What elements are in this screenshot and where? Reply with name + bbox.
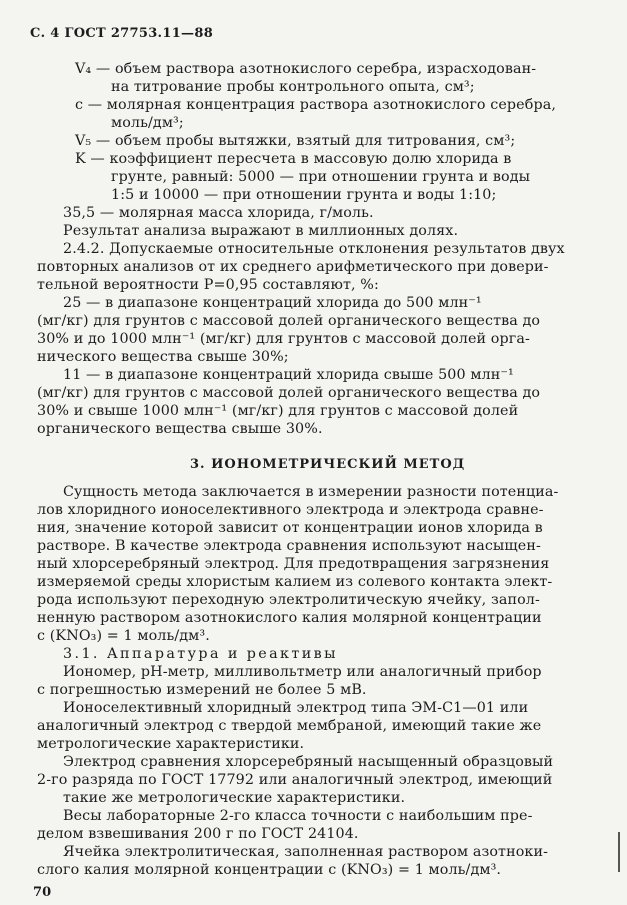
text-line: 25 — в диапазоне концентраций хлорида до 500 млн⁻¹: [63, 295, 482, 311]
text-line: лов хлоридного ионоселективного электрода и электрода сравне-: [37, 502, 544, 518]
text-line: тельной вероятности P=0,95 составляют, %:: [37, 277, 379, 293]
text-line: c — молярная концентрация раствора азотнокислого серебра,: [75, 97, 556, 113]
text-line: на титрование пробы контрольного опыта, см³;: [111, 79, 475, 95]
text-line: делом взвешивания 200 г по ГОСТ 24104.: [37, 826, 359, 842]
page-header: С. 4 ГОСТ 27753.11—88: [30, 26, 214, 41]
text-line: 30% и свыше 1000 млн⁻¹ (мг/кг) для грунтов с массовой долей: [37, 403, 519, 419]
scan-edge-mark: [618, 832, 620, 872]
text-line: (мг/кг) для грунтов с массовой долей органического вещества до: [37, 385, 541, 401]
subsection-heading: 3.1. Аппаратура и реактивы: [63, 646, 338, 662]
text-line: измеряемой среды хлористым калием из солевого контакта элект-: [37, 574, 553, 590]
text-line: ния, значение которой зависит от концентрации ионов хлорида в: [37, 520, 543, 536]
text-line: повторных анализов от их среднего арифметического при довери-: [37, 259, 549, 275]
text-line: K — коэффициент пересчета в массовую долю хлорида в: [75, 151, 512, 167]
text-line: нического вещества свыше 30%;: [37, 349, 289, 365]
text-line: Иономер, pH-метр, милливольтметр или аналогичный прибор: [63, 664, 542, 680]
text-line: рода используют переходную электролитическую ячейку, запол-: [37, 592, 540, 608]
page-number: 70: [33, 885, 52, 900]
text-line: 2.4.2. Допускаемые относительные отклонения результатов двух: [63, 241, 565, 257]
text-line: 11 — в диапазоне концентраций хлорида свыше 500 млн⁻¹: [63, 367, 514, 383]
text-line: 1:5 и 10000 — при отношении грунта и воды 1:10;: [111, 187, 497, 203]
text-line: Ионоселективный хлоридный электрод типа ЭМ-C1—01 или: [63, 700, 529, 716]
text-line: 30% и до 1000 млн⁻¹ (мг/кг) для грунтов с массовой долей орга-: [37, 331, 530, 347]
text-line: (мг/кг) для грунтов с массовой долей органического вещества до: [37, 313, 541, 329]
text-line: Ячейка электролитическая, заполненная раствором азотноки-: [63, 844, 549, 860]
text-line: V₄ — объем раствора азотнокислого серебра, израсходован-: [75, 61, 537, 77]
text-line: ный хлорсеребряный электрод. Для предотвращения загрязнения: [37, 556, 550, 572]
text-line: 35,5 — молярная масса хлорида, г/моль.: [63, 205, 374, 221]
text-line: моль/дм³;: [111, 115, 184, 131]
text-line: 2-го разряда по ГОСТ 17792 или аналогичный электрод, имеющий: [37, 772, 553, 788]
text-line: аналогичный электрод с твердой мембраной, имеющий такие же: [37, 718, 542, 734]
text-line: Сущность метода заключается в измерении разности потенциа-: [63, 484, 559, 500]
text-line: c (KNO₃) = 1 моль/дм³.: [37, 628, 210, 644]
text-line: Результат анализа выражают в миллионных долях.: [63, 223, 459, 239]
text-line: растворе. В качестве электрода сравнения используют насыщен-: [37, 538, 541, 554]
text-line: органического вещества свыше 30%.: [37, 421, 323, 437]
text-line: ненную раствором азотнокислого калия молярной концентрации: [37, 610, 542, 626]
text-line: метрологические характеристики.: [37, 736, 305, 752]
text-line: с погрешностью измерений не более 5 мВ.: [37, 682, 367, 698]
text-line: V₅ — объем пробы вытяжки, взятый для титрования, см³;: [75, 133, 516, 149]
text-line: Электрод сравнения хлорсеребряный насыщенный образцовый: [63, 754, 554, 770]
text-line: Весы лабораторные 2-го класса точности с наибольшим пре-: [63, 808, 533, 824]
text-line: грунте, равный: 5000 — при отношении грунта и воды: [111, 169, 531, 185]
text-line: слого калия молярной концентрации c (KNO₃) = 1 моль/дм³.: [37, 862, 502, 878]
text-line: такие же метрологические характеристики.: [63, 790, 406, 806]
section-heading: 3. ИОНОМЕТРИЧЕСКИЙ МЕТОД: [190, 457, 466, 472]
